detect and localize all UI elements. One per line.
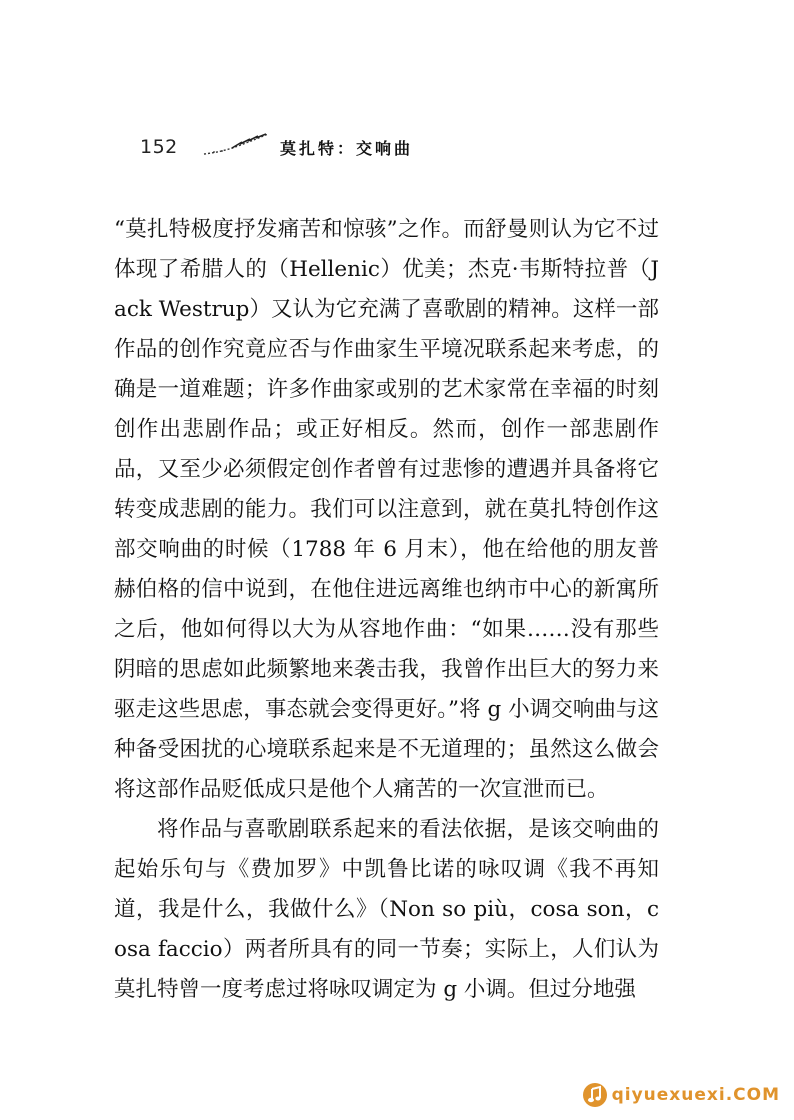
page-header xyxy=(140,130,700,164)
page-number: 152 xyxy=(140,136,178,158)
paragraph-2: 将作品与喜歌剧联系起来的看法依据，是该交响曲的起始乐句与《费加罗》中凯鲁比诺的咏叹调《我不再知道，我是什么，我做什么》（Non so più，cosa son，cosa faccio）两者所具有的同一节奏；实际上，人们认为莫扎特曾一度考虑过将咏叹调定为 g 小调。但过分地强 xyxy=(114,817,659,1002)
paragraph-1: “莫扎特极度抒发痛苦和惊骇”之作。而舒曼则认为它不过体现了希腊人的（Hellenic）优美；杰克·韦斯特拉普（Jack Westrup）又认为它充满了喜歌剧的精神。这样一部作品的创作究竟应否与作曲家生平境况联系起来考虑，的确是一道难题；许多作曲家或别的艺术家常在幸福的时刻创作出悲剧作品；或正好相反。然而，创作一部悲剧作品，又至少必须假定创作者曾有过悲惨的遭遇并具备将它转变成悲剧的能力。我们可以注意到，就在莫扎特创作这部交响曲的时候（1788 年 6 月末），他在给他的朋友普赫伯格的信中说到，在他住进远离维也纳市中心的新寓所之后，他如何得以大为从容地作曲：“如果……没有那些阴暗的思虑如此频繁地来袭击我，我曾作出巨大的努力来驱走这些思虑，事态就会变得更好。”将 g 小调交响曲与这种备受困扰的心境联系起来是不无道理的；虽然这么做会将这部作品贬低成只是他个人痛苦的一次宣泄而已。 xyxy=(114,217,659,802)
header-ornament-icon xyxy=(202,130,272,158)
running-title: 莫扎特：交响曲 xyxy=(280,139,414,158)
watermark xyxy=(582,1082,780,1108)
music-note-logo-icon xyxy=(582,1082,608,1108)
watermark-text: qiyuexuexi.COM xyxy=(611,1085,780,1105)
body-text xyxy=(114,210,659,1010)
